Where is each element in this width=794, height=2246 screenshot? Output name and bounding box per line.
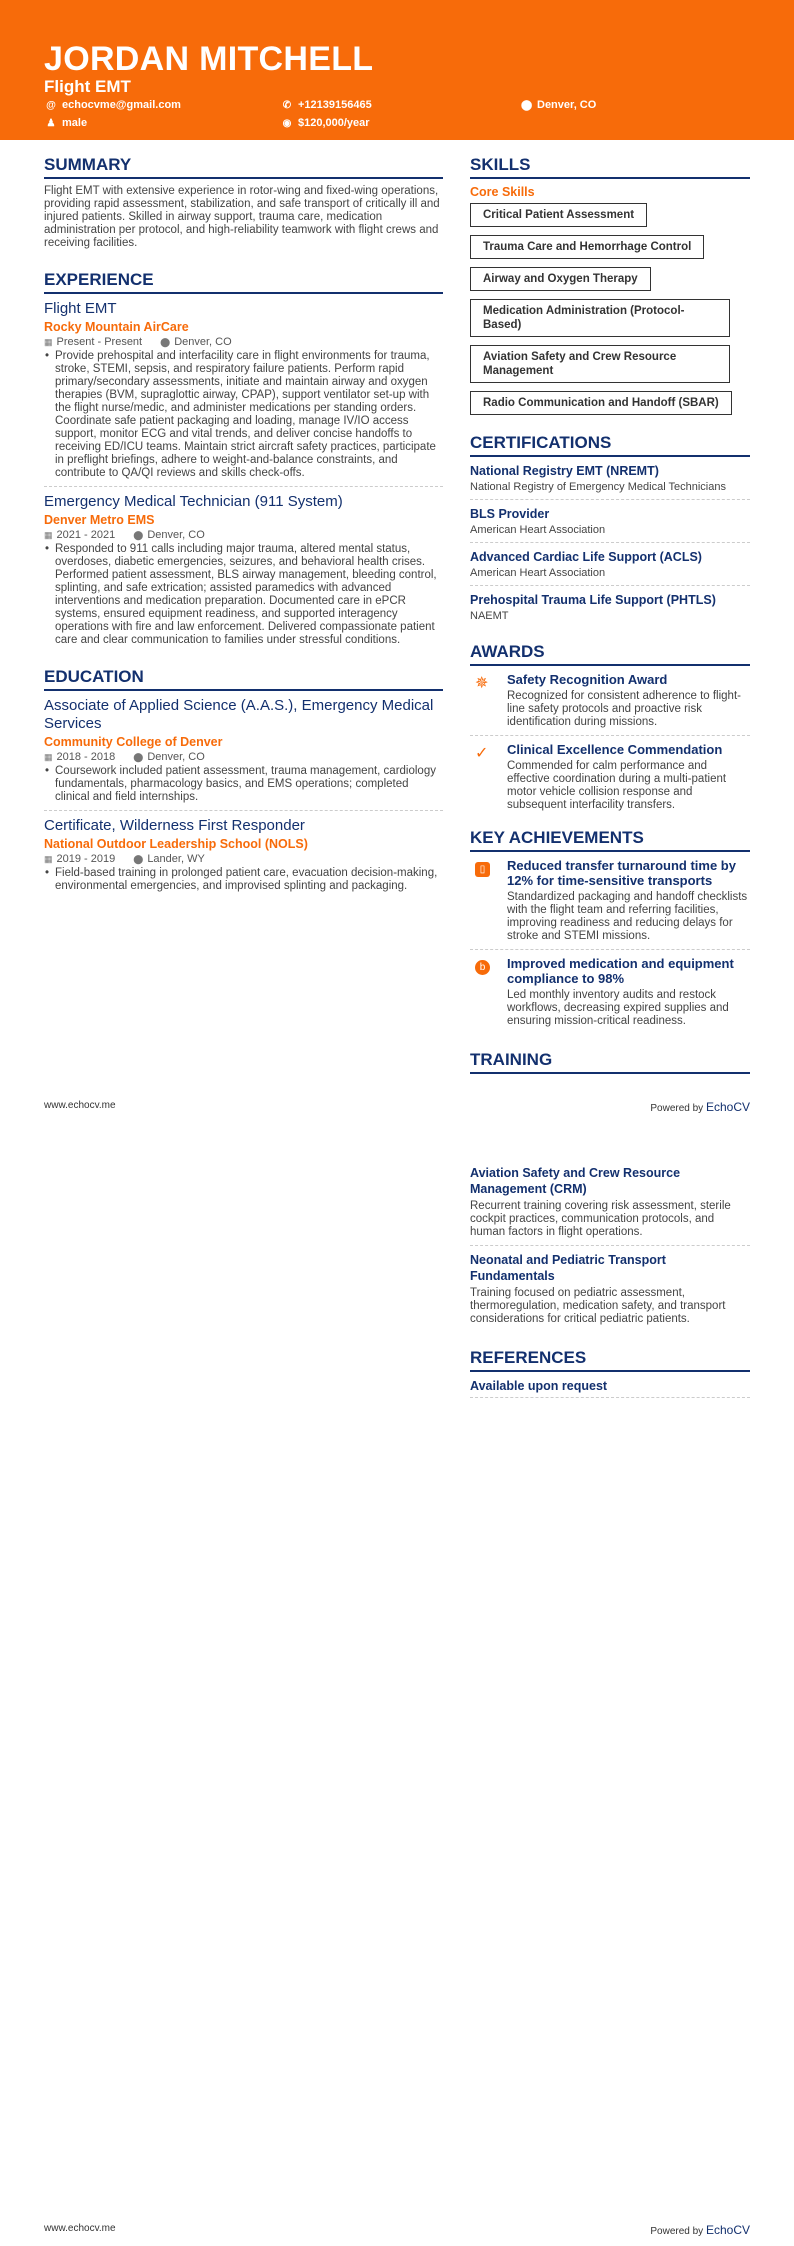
achievement-item (470, 956, 750, 1028)
training-desc: Recurrent training covering risk assessment, sterile cockpit practices, communication protocols, and human factors in flight operations. (470, 1200, 731, 1238)
job-meta (44, 336, 443, 348)
divider (470, 735, 750, 736)
award-item (470, 742, 750, 812)
contact-location (521, 99, 596, 111)
certifications-heading: CERTIFICATIONS (470, 433, 750, 457)
calendar-icon: ▦ (44, 752, 53, 762)
divider (44, 486, 443, 487)
calendar-icon: ▦ (44, 854, 53, 864)
footer-powered (650, 1100, 750, 1114)
skill-chip: Aviation Safety and Crew Resource Management (470, 345, 730, 383)
award-item (470, 672, 750, 729)
location-pin-icon: ⬤ (133, 854, 144, 864)
award-desc: Commended for calm performance and effective coordination during a multi-patient motor vehicle collision response and subsequent interfacility transfers. (507, 760, 727, 811)
skills-group-label: Core Skills (470, 185, 535, 199)
cert-issuer: American Heart Association (470, 567, 606, 579)
gender-text: male (62, 117, 88, 129)
bookmark-icon: ▯ (470, 858, 507, 943)
training-desc: Training focused on pediatric assessment, thermoregulation, medication safety, and transport considerations for critical pediatric patients. (470, 1287, 726, 1325)
contact-email (46, 99, 181, 111)
school: Community College of Denver (44, 735, 223, 749)
location-text: Denver, CO (537, 99, 597, 111)
calendar-icon: ▦ (44, 337, 53, 347)
page-footer (44, 1100, 750, 1114)
star-burst-icon: ✵ (475, 675, 489, 692)
skill-chip: Medication Administration (Protocol-Based) (470, 299, 730, 337)
candidate-name: JORDAN MITCHELL (44, 40, 374, 78)
achievement-title: Reduced transfer turnaround time by 12% for time-sensitive transports (507, 858, 736, 888)
skill-chip: Critical Patient Assessment (470, 203, 647, 227)
job-title: Emergency Medical Technician (911 System) (44, 493, 343, 510)
achievement-desc: Standardized packaging and handoff checklists with the flight team and referring facilities, improving readiness and reducing delays for stroke and STEMI missions. (507, 891, 748, 942)
training-item (470, 1165, 750, 1239)
dates: 2018 - 2018 (56, 751, 116, 763)
money-icon: ◉ (282, 117, 292, 129)
education-heading: EDUCATION (44, 667, 443, 691)
company: Rocky Mountain AirCare (44, 320, 189, 334)
company: Denver Metro EMS (44, 513, 155, 527)
achievement-item (470, 858, 750, 943)
divider (470, 542, 750, 543)
school: National Outdoor Leadership School (NOLS) (44, 837, 308, 851)
edu-bullet: • Field-based training in prolonged patient care, evacuation decision-making, environmental emergencies, and improvised splinting and packaging. (44, 867, 443, 893)
skills-heading: SKILLS (470, 155, 750, 179)
experience-heading: EXPERIENCE (44, 270, 443, 294)
cert-item (470, 463, 750, 493)
phone-text: +12139156465 (298, 99, 372, 111)
job-bullet: • Provide prehospital and interfacility care in flight environments for trauma, stroke, STEMI, sepsis, and respiratory failure patients. Perform rapid primary/secondary assessments, initiate and maintain airway and oxygen therapies (BVM, supraglottic airway, CPAP), support ventilator set-up with the flight nurse/medic, and administer medications per standing orders. Coordinate safe patient packaging and loading, manage IV/IO access support, monitor ECG and vital trends, and deliver concise handoffs to receiving ED/ICU teams. Maintain strict aircraft safety practices, participate in preflight briefings, adhere to weight-and-balance constraints, and contribute to QA/QI reviews and skills check-offs. (44, 350, 443, 480)
training-item (470, 1252, 750, 1326)
skill-chip: Airway and Oxygen Therapy (470, 267, 651, 291)
cert-issuer: National Registry of Emergency Medical Technicians (470, 481, 726, 493)
edu-bullet: • Coursework included patient assessment, trauma management, cardiology fundamentals, pharmacology basics, and EMS operations; completed clinical and field internships. (44, 765, 443, 804)
references-heading: REFERENCES (470, 1348, 750, 1372)
divider (470, 1245, 750, 1246)
experience-item (44, 300, 443, 480)
person-icon: ♟ (46, 117, 56, 129)
dates: Present - Present (56, 336, 143, 348)
location-pin-icon: ⬤ (521, 99, 533, 111)
check-icon: ✓ (475, 745, 489, 762)
divider (470, 585, 750, 586)
awards-heading: AWARDS (470, 642, 750, 666)
degree: Associate of Applied Science (A.A.S.), Emergency Medical Services (44, 697, 434, 732)
award-desc: Recognized for consistent adherence to flight-line safety protocols and proactive risk identification during missions. (507, 690, 741, 728)
right-column-continued (470, 1165, 750, 1404)
achievements-heading: KEY ACHIEVEMENTS (470, 828, 750, 852)
divider (470, 949, 750, 950)
at-icon: @ (46, 99, 56, 111)
experience-item (44, 493, 443, 647)
calendar-icon: ▦ (44, 530, 53, 540)
edu-meta (44, 853, 443, 865)
candidate-title: Flight EMT (44, 77, 131, 96)
cert-name: National Registry EMT (NREMT) (470, 464, 659, 478)
job-title: Flight EMT (44, 300, 117, 317)
location: Denver, CO (147, 751, 205, 763)
footer-site-link[interactable]: www.echocv.me (44, 2223, 116, 2234)
training-title: Neonatal and Pediatric Transport Fundamentals (470, 1253, 666, 1283)
skill-chip: Trauma Care and Hemorrhage Control (470, 235, 704, 259)
job-meta (44, 529, 443, 541)
resume-page-2 (0, 1123, 794, 2246)
location: Lander, WY (147, 853, 205, 865)
powered-by-text: Powered by (650, 1103, 704, 1114)
skills-list (470, 203, 750, 423)
contact-gender (46, 117, 87, 129)
contact-phone (282, 99, 372, 111)
training-title: Aviation Safety and Crew Resource Management (CRM) (470, 1166, 681, 1196)
right-column (470, 155, 750, 1080)
phone-icon: ✆ (282, 99, 292, 111)
location-pin-icon: ⬤ (133, 530, 144, 540)
left-column (44, 155, 443, 893)
footer-powered (650, 2223, 750, 2237)
references-text: Available upon request (470, 1379, 608, 1393)
cert-name: Advanced Cardiac Life Support (ACLS) (470, 550, 702, 564)
award-title: Safety Recognition Award (507, 672, 668, 687)
skill-chip: Radio Communication and Handoff (SBAR) (470, 391, 732, 415)
award-title: Clinical Excellence Commendation (507, 742, 723, 757)
location: Denver, CO (147, 529, 205, 541)
achievement-title: Improved medication and equipment compliance to 98% (507, 956, 734, 986)
footer-site-link[interactable]: www.echocv.me (44, 1100, 116, 1111)
powered-by-text: Powered by (650, 2226, 704, 2237)
dates: 2019 - 2019 (56, 853, 116, 865)
cert-item (470, 549, 750, 579)
divider (470, 1397, 750, 1398)
email-text: echocvme@gmail.com (62, 99, 181, 111)
salary-text: $120,000/year (298, 117, 370, 129)
page-footer (44, 2223, 750, 2237)
resume-header (0, 0, 794, 140)
location: Denver, CO (174, 336, 232, 348)
education-item (44, 697, 443, 804)
cert-item (470, 592, 750, 622)
cert-name: BLS Provider (470, 507, 550, 521)
brand-name: EchoCV (705, 2223, 750, 2237)
divider (470, 499, 750, 500)
summary-text: Flight EMT with extensive experience in rotor-wing and fixed-wing operations, providing rapid assessment, stabilization, and safe transport of critically ill and injured patients. Skilled in airway support, trauma care, medication administration per protocol, and high-reliability teamwork with flight crews and receiving facilities. (44, 185, 440, 249)
cert-issuer: American Heart Association (470, 524, 606, 536)
location-pin-icon: ⬤ (133, 752, 144, 762)
cert-name: Prehospital Trauma Life Support (PHTLS) (470, 593, 716, 607)
contact-salary (282, 117, 370, 129)
location-pin-icon: ⬤ (160, 337, 171, 347)
brand-name: EchoCV (705, 1100, 750, 1114)
degree: Certificate, Wilderness First Responder (44, 817, 305, 834)
summary-heading: SUMMARY (44, 155, 443, 179)
edu-meta (44, 751, 443, 763)
cert-issuer: NAEMT (470, 610, 509, 622)
job-bullet: • Responded to 911 calls including major trauma, altered mental status, overdoses, diabetic emergencies, seizures, and behavioral health crises. Performed patient assessment, BLS airway management, bleeding control, splinting, and safe extrication; assisted paramedics with advanced interventions and medication preparation. Documented care in ePCR systems, ensured equipment readiness, and supported interagency operations with fire and law enforcement. Delivered compassionate patient care and clear communication to families under stressful conditions. (44, 543, 443, 647)
dates: 2021 - 2021 (56, 529, 116, 541)
training-heading: TRAINING (470, 1050, 750, 1074)
achievement-desc: Led monthly inventory audits and restock workflows, decreasing expired supplies and ensuring mission-critical readiness. (507, 989, 729, 1027)
coin-icon: b (470, 956, 507, 1028)
cert-item (470, 506, 750, 536)
divider (44, 810, 443, 811)
education-item (44, 817, 443, 893)
